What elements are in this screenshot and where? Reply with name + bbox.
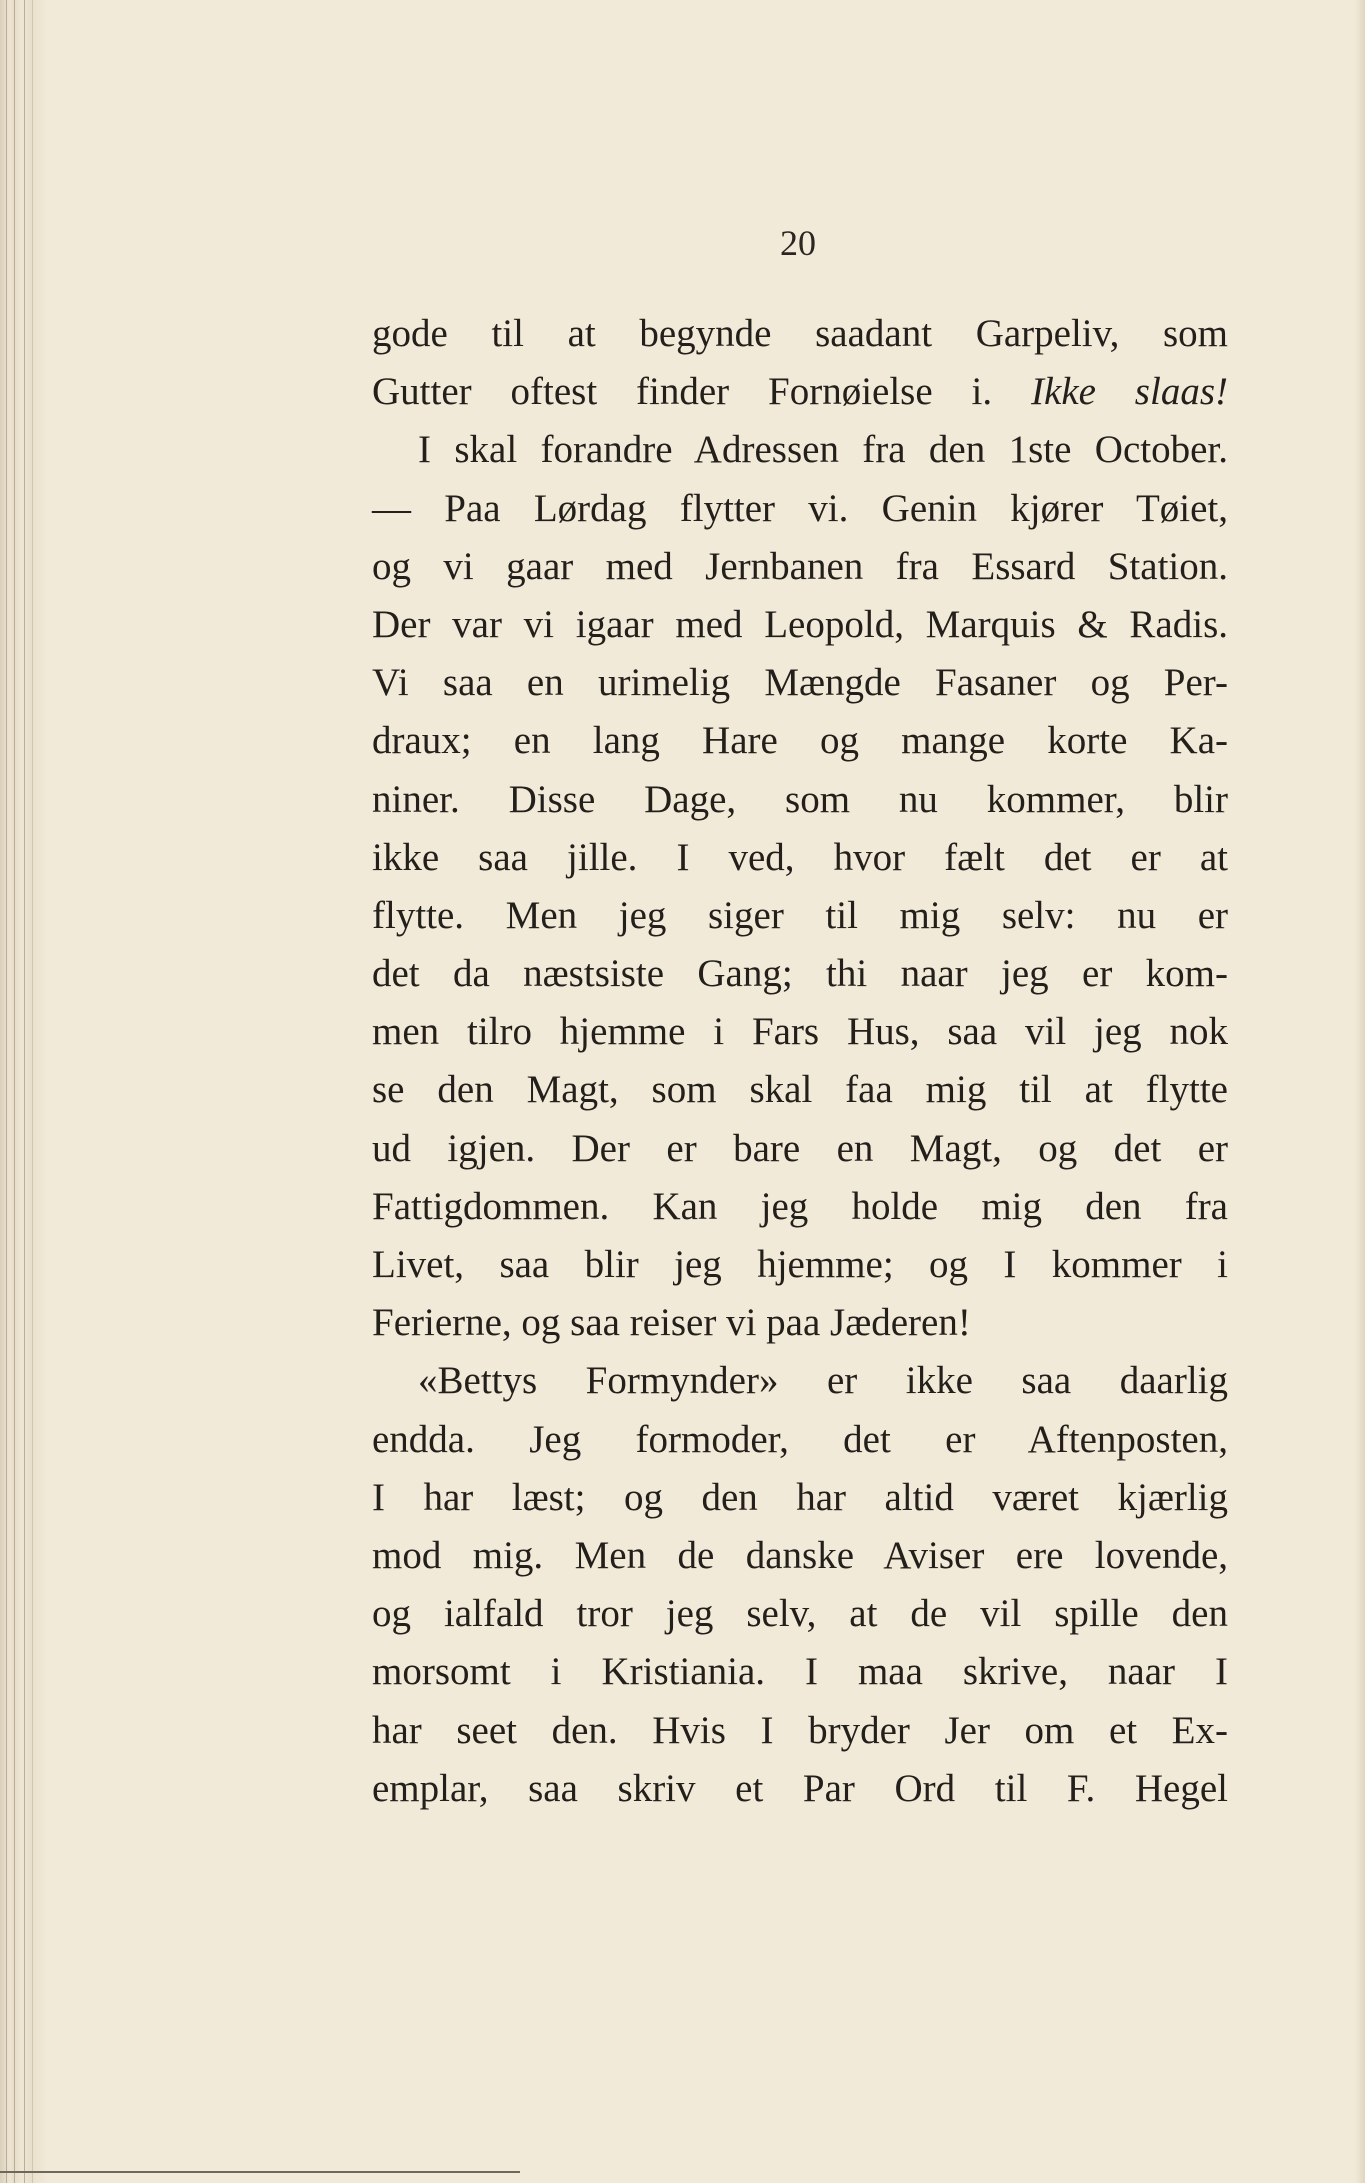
text-line-content: — Paa Lørdag flytter vi. Genin kjører Tøiet, bbox=[372, 486, 1228, 530]
text-line-content: mod mig. Men de danske Aviser ere lovende, bbox=[372, 1533, 1228, 1577]
text-line bbox=[372, 1236, 1228, 1294]
text-line bbox=[372, 712, 1228, 770]
text-line bbox=[372, 1352, 1228, 1410]
text-line bbox=[372, 1003, 1228, 1061]
text-line-content: morsomt i Kristiania. I maa skrive, naar I bbox=[372, 1650, 1228, 1694]
gutter-line bbox=[14, 0, 15, 2183]
text-line-content: ud igjen. Der er bare en Magt, og det er bbox=[372, 1126, 1228, 1170]
text-line-content: flytte. Men jeg siger til mig selv: nu er bbox=[372, 893, 1228, 937]
text-line-content: niner. Disse Dage, som nu kommer, blir bbox=[372, 777, 1228, 821]
text-line bbox=[372, 363, 1228, 421]
italic-phrase: Ikke slaas! bbox=[1031, 370, 1228, 414]
text-line bbox=[372, 1585, 1228, 1643]
text-line bbox=[372, 654, 1228, 712]
text-line-content: Ferierne, og saa reiser vi paa Jæderen! bbox=[372, 1301, 971, 1345]
page-edge bbox=[1355, 0, 1365, 2183]
body-text bbox=[372, 305, 1228, 1818]
text-line bbox=[372, 945, 1228, 1003]
text-line bbox=[372, 1760, 1228, 1818]
text-line-content: draux; en lang Hare og mange korte Ka- bbox=[372, 719, 1228, 763]
bottom-edge-rule bbox=[0, 2171, 520, 2173]
text-line-content: Fattigdommen. Kan jeg holde mig den fra bbox=[372, 1184, 1228, 1228]
text-line bbox=[372, 596, 1228, 654]
text-line bbox=[372, 1643, 1228, 1701]
text-line bbox=[372, 1294, 1228, 1352]
text-line bbox=[372, 1120, 1228, 1178]
text-line bbox=[372, 887, 1228, 945]
text-line-content: og ialfald tror jeg selv, at de vil spille den bbox=[372, 1592, 1228, 1636]
text-line-content: se den Magt, som skal faa mig til at flytte bbox=[372, 1068, 1228, 1112]
text-line-content: det da næstsiste Gang; thi naar jeg er kom- bbox=[372, 952, 1228, 996]
text-line bbox=[372, 1702, 1228, 1760]
text-line-content: Gutter oftest finder Fornøielse i. bbox=[372, 370, 1032, 414]
gutter-line bbox=[6, 0, 7, 2183]
gutter-line bbox=[32, 0, 33, 2183]
text-line bbox=[372, 1061, 1228, 1119]
text-line bbox=[372, 1469, 1228, 1527]
text-line-content: emplar, saa skriv et Par Ord til F. Hegel bbox=[372, 1766, 1228, 1810]
text-line bbox=[372, 305, 1228, 363]
text-line bbox=[372, 480, 1228, 538]
text-line bbox=[372, 829, 1228, 887]
text-line-content: Vi saa en urimelig Mængde Fasaner og Per- bbox=[372, 661, 1228, 705]
text-line bbox=[372, 538, 1228, 596]
text-line-content: I har læst; og den har altid været kjærlig bbox=[372, 1475, 1228, 1519]
gutter-line bbox=[24, 0, 25, 2183]
text-line bbox=[372, 421, 1228, 479]
text-line-content: ikke saa jille. I ved, hvor fælt det er at bbox=[372, 835, 1228, 879]
text-line bbox=[372, 1527, 1228, 1585]
text-line-content: «Bettys Formynder» er ikke saa daarlig bbox=[418, 1359, 1228, 1403]
text-line-content: har seet den. Hvis I bryder Jer om et Ex- bbox=[372, 1708, 1228, 1752]
text-line-content: Livet, saa blir jeg hjemme; og I kommer i bbox=[372, 1243, 1228, 1286]
text-line-content: men tilro hjemme i Fars Hus, saa vil jeg nok bbox=[372, 1010, 1228, 1054]
page-number: 20 bbox=[780, 223, 816, 263]
text-line-content: I skal forandre Adressen fra den 1ste October. bbox=[418, 428, 1228, 472]
text-line-content: Der var vi igaar med Leopold, Marquis & Radis. bbox=[372, 602, 1228, 646]
text-line-content: gode til at begynde saadant Garpeliv, som bbox=[372, 312, 1228, 355]
text-line-content: endda. Jeg formoder, det er Aftenposten, bbox=[372, 1417, 1228, 1461]
text-line bbox=[372, 1411, 1228, 1469]
text-line-content: og vi gaar med Jernbanen fra Essard Station. bbox=[372, 544, 1228, 588]
text-line bbox=[372, 1178, 1228, 1236]
text-line bbox=[372, 771, 1228, 829]
